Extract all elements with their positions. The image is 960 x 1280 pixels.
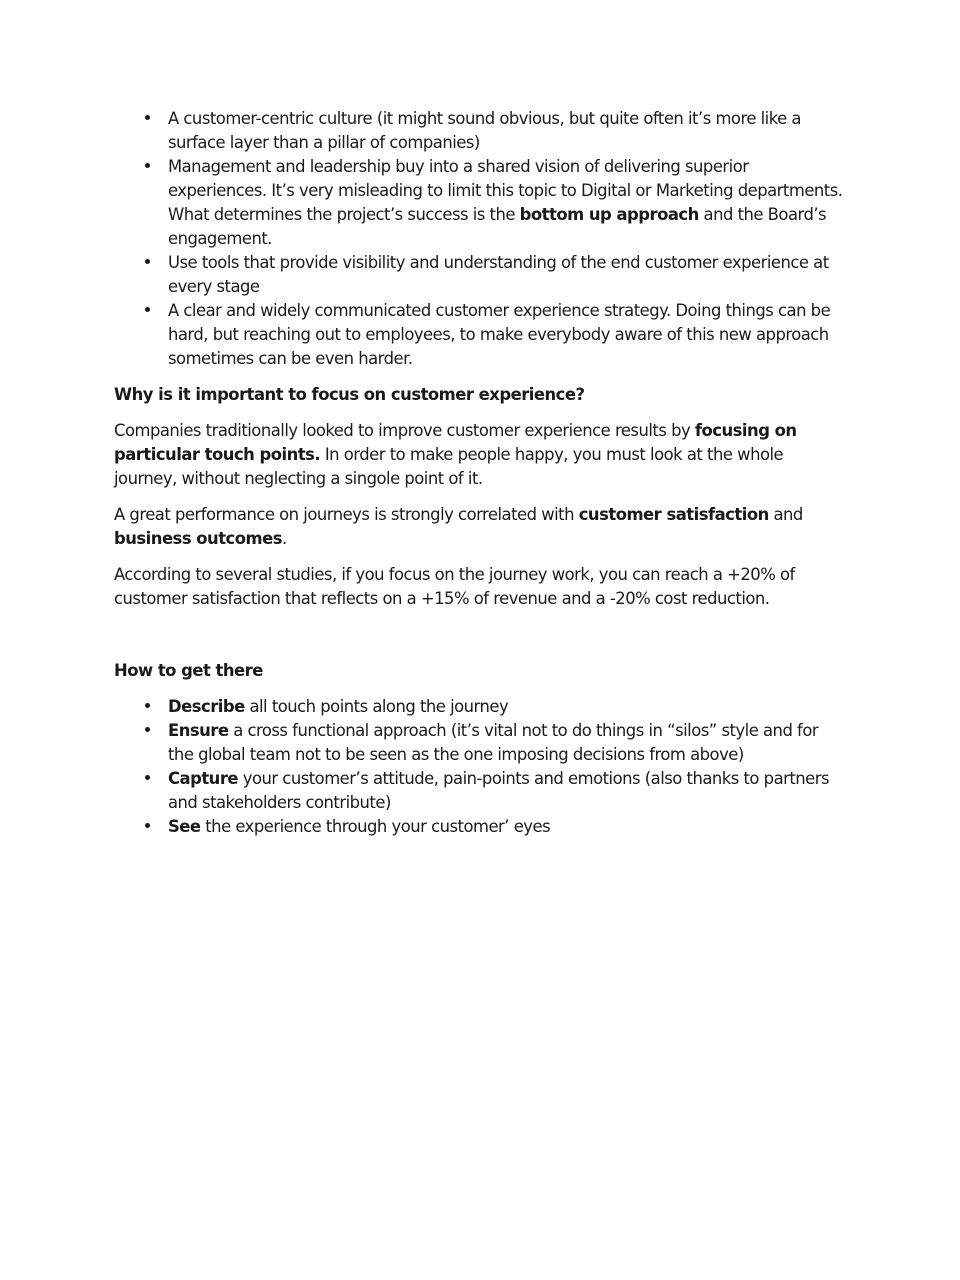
list-item-text: and the Board’s engagement. (168, 205, 827, 248)
list-item-text: A customer-centric culture (it might sound obvious, but quite often it’s more like a surface layer than a pillar of companies) (168, 109, 801, 152)
list-item-text: all touch points along the journey (244, 697, 509, 716)
paragraph-text: . (281, 529, 287, 548)
list-item-text: a cross functional approach (it’s vital not to do things in “silos” style and for the global team not to be seen as the one imposing decisions from above) (168, 721, 819, 764)
list-item (114, 767, 844, 815)
paragraph-text: A great performance on journeys is strongly correlated with (114, 505, 579, 524)
how-bullet-list (114, 695, 844, 839)
list-item (114, 719, 844, 767)
bullet-icon (142, 299, 152, 323)
bullet-icon (142, 695, 152, 719)
bullet-icon (142, 107, 152, 131)
list-item (114, 155, 844, 251)
bullet-icon (142, 251, 152, 275)
list-item (114, 695, 844, 719)
list-item-bold: Capture (168, 769, 239, 788)
list-item (114, 251, 844, 299)
list-item-bold: See (168, 817, 201, 836)
bullet-icon (142, 719, 152, 743)
list-item-bold: bottom up approach (519, 205, 699, 224)
list-item-bold: Ensure (168, 721, 229, 740)
document-body (114, 107, 844, 839)
bullet-icon (142, 815, 152, 839)
intro-bullet-list (114, 107, 844, 371)
paragraph-bold: focusing on particular touch points. (114, 421, 797, 464)
list-item-text: your customer’s attitude, pain-points and emotions (also thanks to partners and stakeholders contribute) (168, 769, 830, 812)
paragraph-touch-points (114, 419, 844, 491)
section-heading-how: How to get there (114, 661, 263, 680)
paragraph-performance (114, 503, 844, 551)
bullet-icon (142, 155, 152, 179)
list-item-text: Management and leadership buy into a shared vision of delivering superior experiences. It’s very misleading to limit this topic to Digital or Marketing departments. What determines the project’s success is the (168, 157, 843, 224)
paragraph-text: In order to make people happy, you must look at the whole journey, without neglecting a singole point of it. (114, 445, 784, 488)
section-heading-why: Why is it important to focus on customer experience? (114, 385, 585, 404)
paragraph-studies: According to several studies, if you focus on the journey work, you can reach a +20% of customer satisfaction that reflects on a +15% of revenue and a -20% cost reduction. (114, 565, 795, 608)
list-item (114, 299, 844, 371)
list-item (114, 107, 844, 155)
paragraph-bold: business outcomes (114, 529, 282, 548)
paragraph-bold: customer satisfaction (578, 505, 769, 524)
list-item-text: the experience through your customer’ eyes (200, 817, 551, 836)
list-item (114, 815, 844, 839)
bullet-icon (142, 767, 152, 791)
list-item-text: Use tools that provide visibility and understanding of the end customer experience at every stage (168, 253, 829, 296)
paragraph-text: Companies traditionally looked to improve customer experience results by (114, 421, 695, 440)
list-item-bold: Describe (168, 697, 245, 716)
list-item-text: A clear and widely communicated customer experience strategy. Doing things can be hard, but reaching out to employees, to make everybody aware of this new approach sometimes can be even harder. (168, 301, 831, 368)
paragraph-text: and (768, 505, 803, 524)
